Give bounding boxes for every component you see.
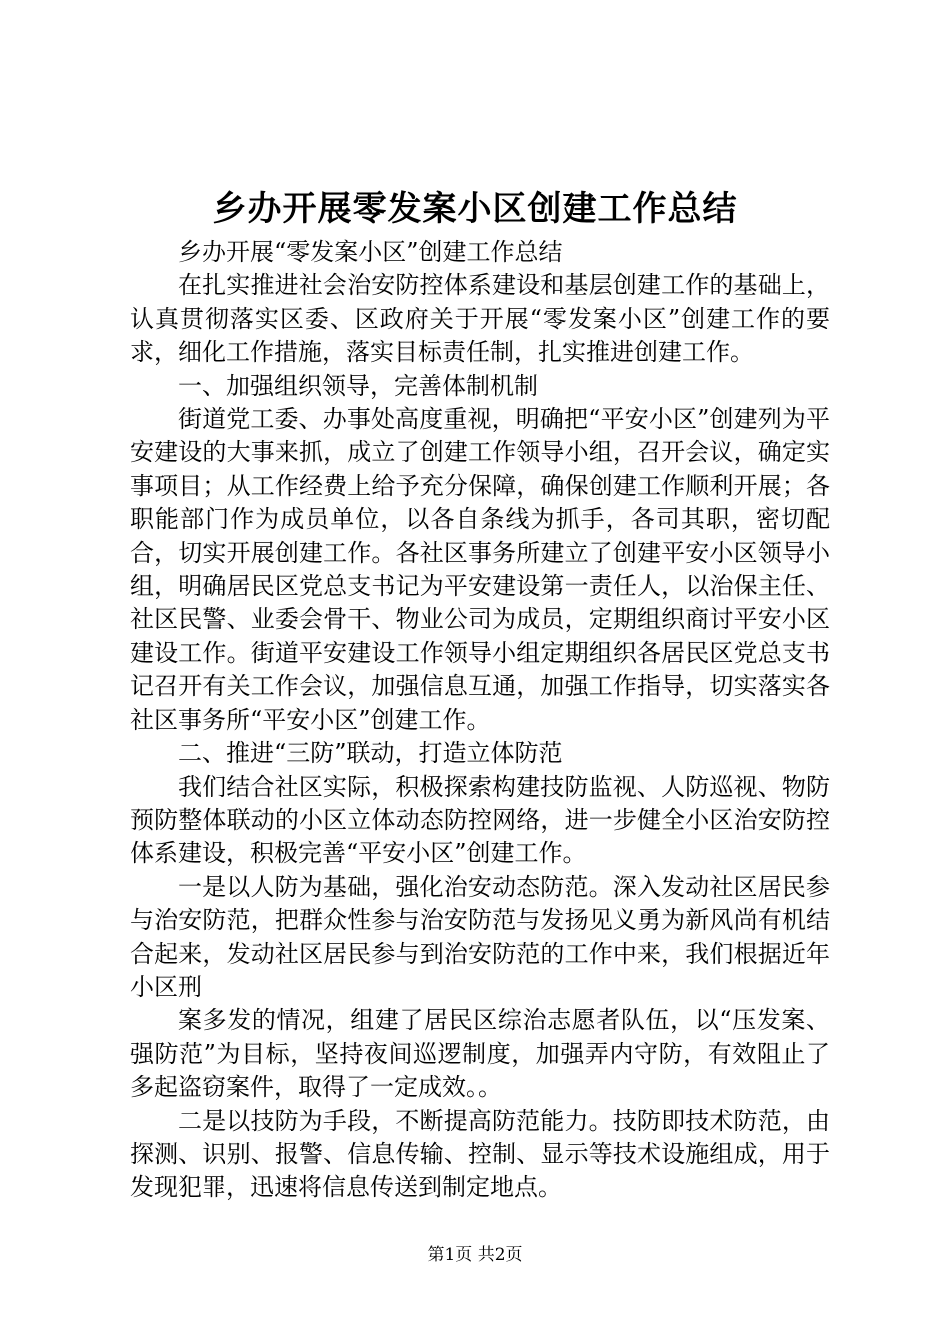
paragraph-people-defense: 一是以人防为基础，强化治安动态防范。深入发动社区居民参与治安防范，把群众性参与治安防范与发扬见义勇为新风尚有机结合起来，发动社区居民参与到治安防范的工作中来，我们根据近年小区刑 xyxy=(130,872,830,1001)
paragraph-section-2: 我们结合社区实际，积极探索构建技防监视、人防巡视、物防预防整体联动的小区立体动态防控网络，进一步健全小区治安防控体系建设，积极完善“平安小区”创建工作。 xyxy=(130,772,830,868)
paragraph-subtitle: 乡办开展“零发案小区”创建工作总结 xyxy=(178,238,563,266)
paragraph-section-1: 街道党工委、办事处高度重视，明确把“平安小区”创建列为平安建设的大事来抓，成立了创建工作领导小组，召开会议，确定实事项目；从工作经费上给予充分保障，确保创建工作顺利开展；各职能部门作为成员单位，以各自条线为抓手，各司其职，密切配合，切实开展创建工作。各社区事务所建立了创建平安小区领导小组，明确居民区党总支书记为平安建设第一责任人，以治保主任、社区民警、业委会骨干、物业公司为成员，定期组织商讨平安小区建设工作。街道平安建设工作领导小组定期组织各居民区党总支书记召开有关工作会议，加强信息互通，加强工作指导，切实落实各社区事务所“平安小区”创建工作。 xyxy=(130,405,830,734)
paragraph-tech-defense: 二是以技防为手段，不断提高防范能力。技防即技术防范，由探测、识别、报警、信息传输、控制、显示等技术设施组成，用于发现犯罪，迅速将信息传送到制定地点。 xyxy=(130,1106,830,1202)
section-heading-2: 二、推进“三防”联动，打造立体防范 xyxy=(178,739,563,768)
document-title: 乡办开展零发案小区创建工作总结 xyxy=(212,189,738,229)
section-heading-1: 一、加强组织领导，完善体制机制 xyxy=(178,371,538,400)
page-number: 第1页 共2页 xyxy=(427,1245,523,1265)
paragraph-volunteer-team: 案多发的情况，组建了居民区综治志愿者队伍，以“压发案、强防范”为目标，坚持夜间巡逻制度，加强弄内守防，有效阻止了多起盗窃案件，取得了一定成效。。 xyxy=(130,1006,830,1102)
document-body xyxy=(130,236,830,1205)
paragraph-intro: 在扎实推进社会治安防控体系建设和基层创建工作的基础上，认真贯彻落实区委、区政府关于开展“零发案小区”创建工作的要求，细化工作措施，落实目标责任制，扎实推进创建工作。 xyxy=(130,271,830,367)
